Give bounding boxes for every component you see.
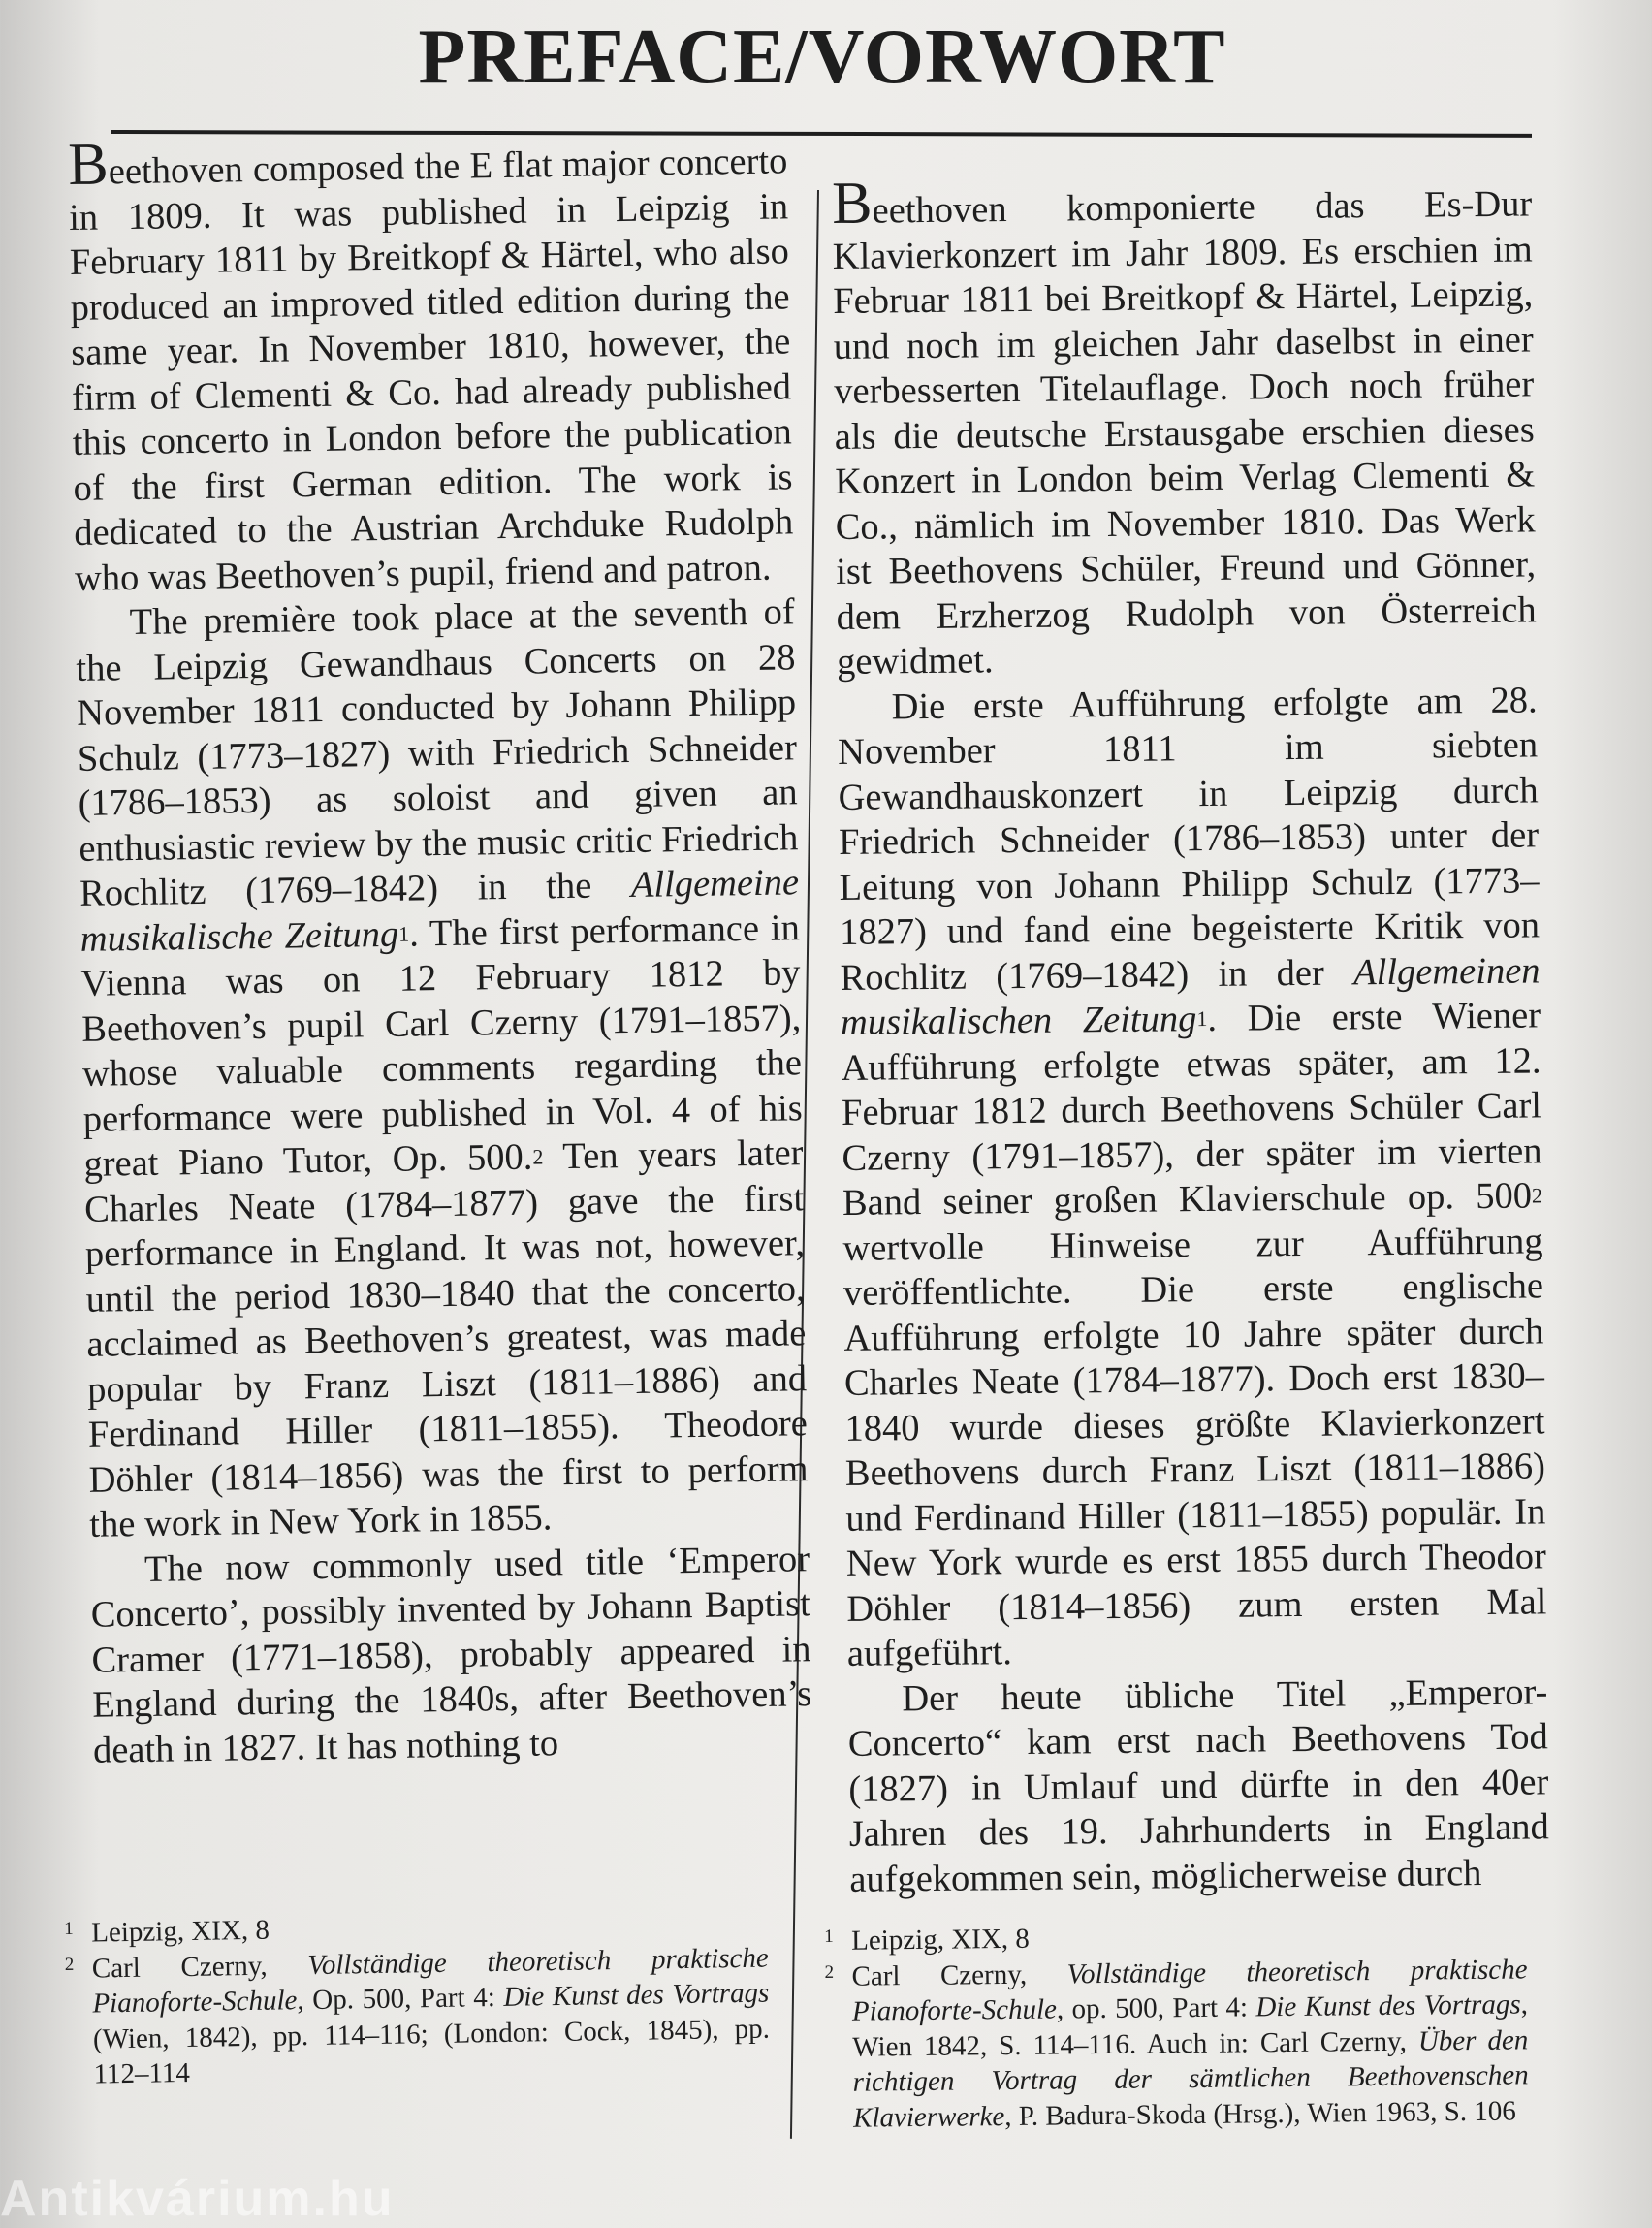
english-paragraph-1: Beethoven composed the E flat major concerto in 1809. It was published in Leipzig in February 1811 by Breitkopf & Härtel, who also produced an improved titled edition during the same year. In November 1810, however, the firm of Clementi & Co. had already published this concerto in London before the publication of the first German edition. The work is dedicated to the Austrian Archduke Rudolph who was Beethoven’s pupil, friend and patron.	[67, 131, 794, 599]
english-dropcap: B	[67, 131, 110, 198]
footnote-1: 1 Leipzig, XIX, 8	[824, 1923, 1030, 1957]
german-column	[831, 170, 1550, 1901]
title-rule	[111, 130, 1532, 138]
footnote-ref-1: 1	[1196, 1005, 1208, 1032]
footnote-ref-1: 1	[397, 921, 410, 946]
german-paragraph-3: Der heute übliche Titel „Emperor-Concerto“ kam erst nach Beethovens Tod (1827) in Umlauf und dürfte in den 40er Jahren des 19. Jahrhunderts in England aufgekommen sein, möglicherweise durch	[847, 1671, 1550, 1900]
footnote-2: 2 Carl Czerny, Vollständige theoretisch praktische Pianoforte-Schule, op. 500, Part 4: Die Kunst des Vortrags, Wien 1842, S. 114–116. Auch in: Carl Czerny, Über den richtigen Vortrag der sämtlichen Beethovenschen Klavierwerke, P. Badura-Skoda (Hrsg.), Wien 1963, S. 106	[824, 1953, 1529, 2134]
english-column	[67, 131, 812, 1772]
watermark: Antikvárium.hu	[0, 2171, 395, 2227]
german-paragraph-1: Beethoven komponierte das Es-Dur Klavierkonzert im Jahr 1809. Es erschien im Februar 1811 bei Breitkopf & Härtel, Leipzig, und noch im gleichen Jahr daselbst in einer verbesserten Titelauflage. Doch noch früher als die deutsche Erstausgabe erschien dieses Konzert in London beim Verlag Clementi & Co., nämlich im November 1810. Das Werk ist Beethovens Schüler, Freund und Gönner, dem Erzherzog Rudolph von Österreich gewidmet.	[831, 170, 1537, 683]
german-dropcap: B	[831, 170, 873, 237]
english-footnotes	[64, 1905, 771, 2093]
english-paragraph-2: The première took place at the seventh of the Leipzig Gewandhaus Concerts on 28 November 1811 conducted by Johann Philipp Schulz (1773–1827) with Friedrich Schneider (1786–1853) as soloist and given an enthusiastic review by the music critic Friedrich Rochlitz (1769–1842) in the Allgemeine musikalische Zeitung$^1$. The first performance in Vienna was on 12 February 1812 by Beethoven’s pupil Carl Czerny (1791–1857), whose valuable comments regarding the performance were published in Vol. 4 of his great Piano Tutor, Op. 500.$^2$ Ten years later Charles Neate (1784–1877) gave the first performance in England. It was not, however, until the period 1830–1840 that the concerto, acclaimed as Beethoven’s greatest, was made popular by Franz Liszt (1811–1886) and Ferdinand Hiller (1811–1855). Theodore Döhler (1814–1856) was the first to perform the work in New York in 1855.	[76, 591, 809, 1545]
footnote-ref-2: 2	[532, 1144, 544, 1169]
german-paragraph-2: Die erste Aufführung erfolgte am 28. November 1811 im siebten Gewandhauskonzert in Leipzig durch Friedrich Schneider (1786–1853) unter der Leitung von Johann Philipp Schulz (1773–1827) und fand eine begeisterte Kritik von Rochlitz (1769–1842) in der Allgemeinen musikalischen Zeitung$^1$. Die erste Wiener Aufführung erfolgte etwas später, am 12. Februar 1812 durch Beethovens Schüler Carl Czerny (1791–1857), der später im vierten Band seiner großen Klavierschule op. $500^2$ wertvolle Hinweise zur Aufführung veröffentlichte. Die erste englische Aufführung erfolgte 10 Jahre später durch Charles Neate (1784–1877). Doch erst 1830–1840 wurde dieses größte Klavierkonzert Beethovens durch Franz Liszt (1811–1886) und Ferdinand Hiller (1811–1855) populär. In New York wurde es erst 1855 durch Theodor Döhler (1814–1856) zum ersten Mal aufgeführt.	[837, 679, 1547, 1674]
footnote-ref-2: 2	[1531, 1183, 1543, 1208]
german-footnotes	[824, 1916, 1529, 2136]
english-paragraph-3: The now commonly used title ‘Emperor Concerto’, possibly invented by Johann Baptist Cramer (1771–1858), probably appeared in England during the 1840s, after Beethoven’s death in 1827. It has nothing to	[90, 1538, 812, 1771]
page-title: PREFACE/VORWORT	[418, 15, 1226, 100]
footnote-2: 2 Carl Czerny, Vollständige theoretisch praktische Pianoforte-Schule, Op. 500, Part 4: Die Kunst des Vortrags (Wien, 1842), pp. 114–116; (London: Cock, 1845), pp. 112–114	[64, 1942, 771, 2090]
footnote-1: 1 Leipzig, XIX, 8	[64, 1914, 270, 1949]
